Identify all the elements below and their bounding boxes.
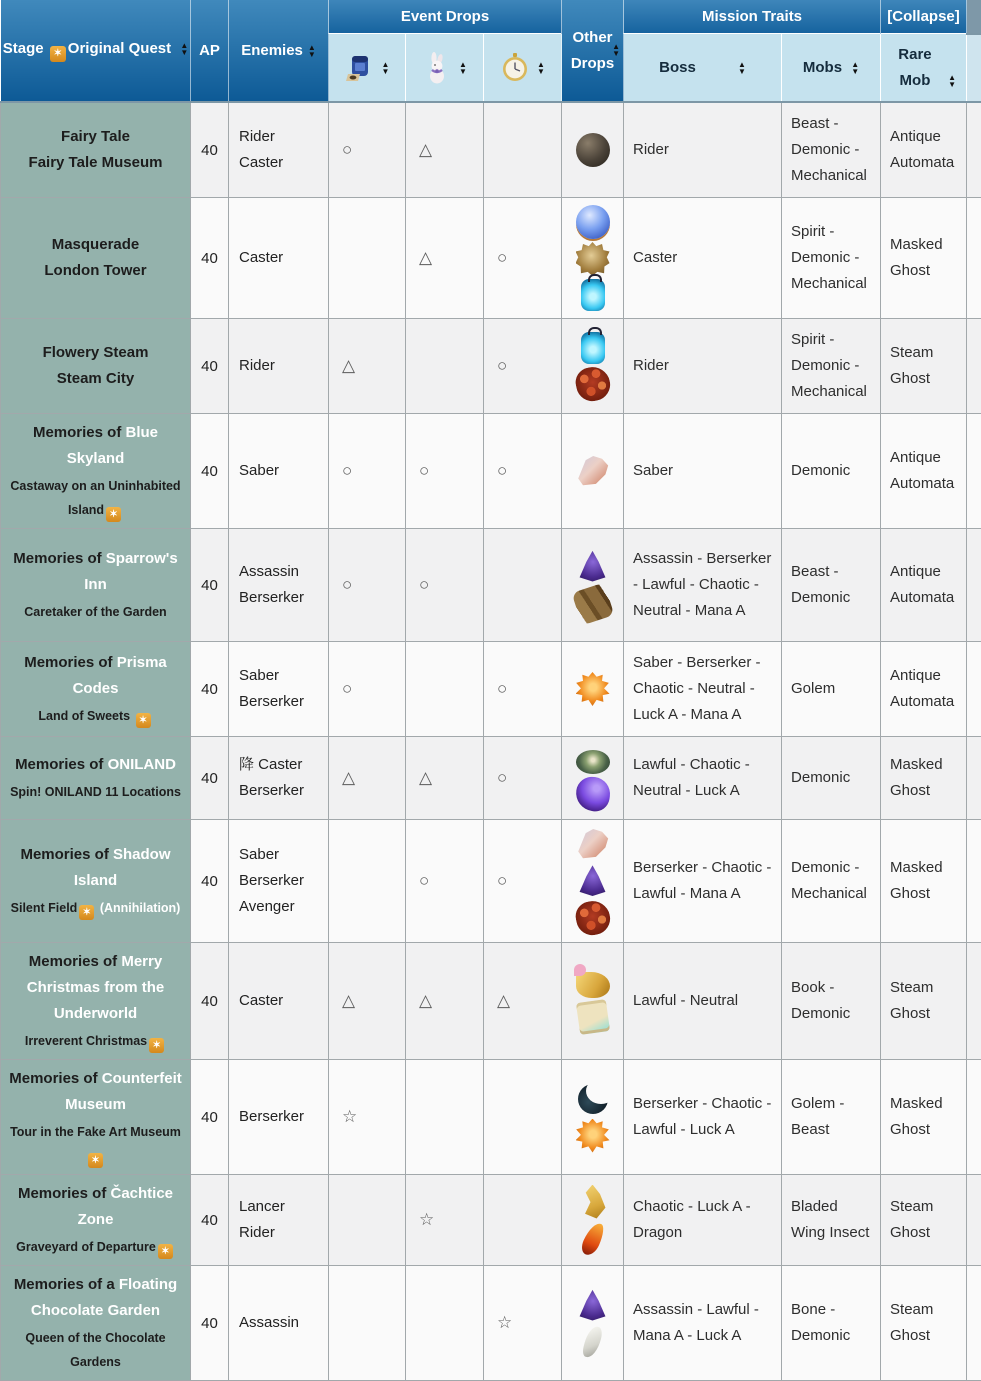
cutoff-column-cell <box>967 737 981 820</box>
sort-icon <box>382 61 390 75</box>
collapse-control[interactable] <box>881 0 967 34</box>
stage-text: Memories of a <box>14 1276 119 1293</box>
ap-cell: 40 <box>191 1266 229 1381</box>
event-drop-1-cell <box>329 1266 406 1381</box>
cutoff-column-cell <box>967 414 981 529</box>
original-quest-label: Original Quest <box>68 40 171 57</box>
original-quest-icon <box>149 1038 164 1053</box>
stage-link[interactable]: Čachtice Zone <box>78 1185 173 1228</box>
event-drop-3-cell: ○ <box>484 198 562 319</box>
boss-column-header[interactable] <box>624 34 782 103</box>
stage-text: Memories of <box>13 550 106 567</box>
ap-cell: 40 <box>191 820 229 943</box>
event-drop-1-cell: ☆ <box>329 1060 406 1175</box>
event-drop-2-cell: ○ <box>406 820 484 943</box>
other-drops-cell <box>562 1266 624 1381</box>
stage-header-label: Stage <box>3 40 44 57</box>
event-drop-2-cell: ○ <box>406 414 484 529</box>
mission-traits-group-header <box>624 0 881 34</box>
stage-text: London Tower <box>44 262 146 279</box>
stage-text: Fairy Tale Museum <box>29 154 163 171</box>
purple-cone-icon[interactable] <box>576 1289 610 1323</box>
event-drop-3-cell: ○ <box>484 414 562 529</box>
event-item-1-column-header[interactable] <box>329 34 406 103</box>
ap-cell: 40 <box>191 943 229 1060</box>
enemies-cell: Caster <box>229 198 329 319</box>
stage-title <box>9 650 182 702</box>
rare-mob-cell: Masked Ghost <box>881 737 967 820</box>
cutoff-column-cell <box>967 102 981 198</box>
event-drop-1-cell: ○ <box>329 102 406 198</box>
stage-text: Memories of <box>15 756 108 773</box>
mobs-traits-cell: Spirit - Demonic - Mechanical <box>782 198 881 319</box>
ap-cell: 40 <box>191 414 229 529</box>
table-row <box>1 102 981 198</box>
stage-text: Flowery Steam <box>43 344 149 361</box>
event-drop-3-cell: △ <box>484 943 562 1060</box>
sort-icon <box>948 74 956 88</box>
blue-lantern-icon[interactable] <box>581 332 605 364</box>
original-quest-icon <box>50 46 66 62</box>
table-row <box>1 198 981 319</box>
boss-traits-cell: Lawful - Neutral <box>624 943 782 1060</box>
rare-mob-cell: Masked Ghost <box>881 820 967 943</box>
boss-traits-cell: Chaotic - Luck A - Dragon <box>624 1175 782 1266</box>
stage-text: Memories of <box>20 846 113 863</box>
boss-header-label: Boss <box>659 59 696 76</box>
event-drop-1-cell: ○ <box>329 642 406 737</box>
event-drop-2-cell: △ <box>406 737 484 820</box>
white-fang-icon[interactable] <box>581 1324 603 1359</box>
mobs-traits-cell: Beast - Demonic <box>782 529 881 642</box>
stage-title <box>9 124 182 176</box>
stage-cell <box>1 737 191 820</box>
seashell-icon[interactable] <box>576 827 610 861</box>
scroll-map-icon[interactable] <box>575 999 609 1035</box>
stage-title <box>9 949 182 1027</box>
enemies-cell: Saber Berserker Avenger <box>229 820 329 943</box>
event-drop-2-cell: ○ <box>406 529 484 642</box>
cutoff-column-cell <box>967 943 981 1060</box>
purple-rose-icon[interactable] <box>573 775 611 813</box>
purple-cone-icon[interactable] <box>576 864 610 898</box>
mobs-traits-cell: Book - Demonic <box>782 943 881 1060</box>
orange-bloom-icon[interactable] <box>576 1119 610 1153</box>
stage-title <box>9 1272 182 1324</box>
enemies-cell: 降 Caster Berserker <box>229 737 329 820</box>
stage-link[interactable]: Prisma Codes <box>73 654 167 697</box>
other-drops-cell <box>562 102 624 198</box>
event-drop-2-cell <box>406 1266 484 1381</box>
boss-traits-cell: Assassin - Berserker - Lawful - Chaotic - Neutral - Mana A <box>624 529 782 642</box>
other-drops-cell <box>562 414 624 529</box>
other-drops-cell <box>562 943 624 1060</box>
other-drops-cell <box>562 642 624 737</box>
event-drop-1-cell <box>329 820 406 943</box>
stage-title <box>9 752 182 778</box>
rare-mob-cell: Steam Ghost <box>881 943 967 1060</box>
gold-lamp-icon[interactable] <box>576 972 610 998</box>
stage-subtitle <box>9 780 182 804</box>
other-drops-label: Other Drops <box>562 25 623 77</box>
event-drop-1-cell: △ <box>329 737 406 820</box>
stage-text: Silent Field <box>11 901 78 915</box>
stage-link[interactable]: Floating Chocolate Garden <box>31 1276 177 1319</box>
stage-text: Tour in the Fake Art Museum <box>10 1125 181 1139</box>
mobs-traits-cell: Bone - Demonic <box>782 1266 881 1381</box>
cutoff-column-cell <box>967 198 981 319</box>
table-row <box>1 737 981 820</box>
stage-cell <box>1 198 191 319</box>
event-drop-1-cell: △ <box>329 943 406 1060</box>
boss-traits-cell: Saber <box>624 414 782 529</box>
collapse-label: [Collapse] <box>887 8 960 25</box>
table-row <box>1 1266 981 1381</box>
purple-cone-icon[interactable] <box>576 550 610 584</box>
stage-subtitle <box>9 1029 182 1053</box>
gear-cluster-icon[interactable] <box>576 242 610 276</box>
stage-title <box>9 1066 182 1118</box>
stage-text: Memories of <box>9 1070 102 1087</box>
boss-traits-cell: Caster <box>624 198 782 319</box>
ap-cell: 40 <box>191 198 229 319</box>
enemies-cell: Assassin Berserker <box>229 529 329 642</box>
event-drop-1-cell: ○ <box>329 529 406 642</box>
table-row <box>1 414 981 529</box>
boss-traits-cell: Berserker - Chaotic - Lawful - Mana A <box>624 820 782 943</box>
table-row <box>1 820 981 943</box>
stage-text: Memories of <box>33 424 126 441</box>
ap-cell: 40 <box>191 319 229 414</box>
stage-subtitle <box>9 704 182 728</box>
stage-subtitle <box>9 896 182 920</box>
mobs-traits-cell: Beast - Demonic - Mechanical <box>782 102 881 198</box>
stage-subtitle <box>9 1326 182 1374</box>
crystal-ball-icon[interactable] <box>576 205 610 239</box>
stage-cell <box>1 529 191 642</box>
rare-mob-cell: Masked Ghost <box>881 1060 967 1175</box>
cutoff-column-cell <box>967 1175 981 1266</box>
cutoff-column-cell <box>967 1060 981 1175</box>
stage-cell <box>1 319 191 414</box>
other-drops-cell <box>562 820 624 943</box>
boss-traits-cell: Rider <box>624 102 782 198</box>
stage-subtitle <box>9 600 182 624</box>
pocket-watch-icon <box>500 52 530 84</box>
mobs-traits-cell: Demonic <box>782 737 881 820</box>
enemies-cell: Rider Caster <box>229 102 329 198</box>
stage-cell <box>1 820 191 943</box>
sort-icon <box>612 43 620 57</box>
rare-mob-cell: Antique Automata <box>881 414 967 529</box>
other-drops-cell <box>562 529 624 642</box>
original-quest-icon <box>79 905 94 920</box>
mobs-column-header[interactable] <box>782 34 881 103</box>
other-drops-cell <box>562 198 624 319</box>
stage-cell <box>1 102 191 198</box>
event-drop-3-cell: ○ <box>484 820 562 943</box>
ap-cell: 40 <box>191 529 229 642</box>
sort-icon <box>459 61 467 75</box>
ap-cell: 40 <box>191 1175 229 1266</box>
stage-text: Memories of <box>29 953 122 970</box>
ap-cell: 40 <box>191 642 229 737</box>
boss-traits-cell: Lawful - Chaotic - Neutral - Luck A <box>624 737 782 820</box>
mobs-traits-cell: Bladed Wing Insect <box>782 1175 881 1266</box>
red-feather-icon[interactable] <box>578 1220 606 1258</box>
mobs-traits-cell: Spirit - Demonic - Mechanical <box>782 319 881 414</box>
stage-column-header[interactable] <box>1 0 191 102</box>
stage-text: Masquerade <box>52 236 140 253</box>
boss-traits-cell: Rider <box>624 319 782 414</box>
event-item-2-column-header[interactable] <box>406 34 484 103</box>
original-quest-icon <box>158 1244 173 1259</box>
other-drops-cell <box>562 319 624 414</box>
boss-traits-cell: Berserker - Chaotic - Lawful - Luck A <box>624 1060 782 1175</box>
boss-traits-cell: Assassin - Lawful - Mana A - Luck A <box>624 1266 782 1381</box>
rare-mob-cell: Antique Automata <box>881 102 967 198</box>
stage-text: Queen of the Chocolate Gardens <box>25 1331 165 1369</box>
enemies-column-header[interactable] <box>229 0 329 102</box>
event-drops-group-header <box>329 0 562 34</box>
rare-mob-header-label: Rare Mob <box>891 42 939 94</box>
red-chain-icon[interactable] <box>572 898 612 938</box>
stage-text: Memories of <box>18 1185 111 1202</box>
boss-traits-cell: Saber - Berserker - Chaotic - Neutral - Luck A - Mana A <box>624 642 782 737</box>
other-drops-cell <box>562 737 624 820</box>
sort-icon <box>738 61 746 75</box>
enemies-cell: Saber Berserker <box>229 642 329 737</box>
table-row <box>1 642 981 737</box>
event-drop-3-cell: ○ <box>484 642 562 737</box>
enemies-cell: Saber <box>229 414 329 529</box>
stage-title <box>9 1181 182 1233</box>
rare-mob-column-header[interactable] <box>881 34 967 103</box>
stage-cell <box>1 414 191 529</box>
mobs-traits-cell: Demonic - Mechanical <box>782 820 881 943</box>
rare-mob-cell: Steam Ghost <box>881 319 967 414</box>
stage-cell <box>1 1266 191 1381</box>
event-drop-1-cell: ○ <box>329 414 406 529</box>
stage-cell <box>1 642 191 737</box>
stage-title <box>9 842 182 894</box>
enemies-cell: Lancer Rider <box>229 1175 329 1266</box>
stage-text: Graveyard of Departure <box>16 1240 156 1254</box>
seashell-icon[interactable] <box>576 454 610 488</box>
event-drop-3-cell <box>484 1060 562 1175</box>
mobs-traits-cell: Golem - Beast <box>782 1060 881 1175</box>
mobs-traits-cell: Demonic <box>782 414 881 529</box>
rare-mob-cell: Masked Ghost <box>881 198 967 319</box>
event-drop-3-cell: ○ <box>484 319 562 414</box>
gold-horn-icon[interactable] <box>576 1185 610 1219</box>
event-drop-2-cell: △ <box>406 198 484 319</box>
mobs-traits-cell: Golem <box>782 642 881 737</box>
event-drop-2-cell <box>406 319 484 414</box>
ap-cell: 40 <box>191 1060 229 1175</box>
rare-mob-cell: Antique Automata <box>881 529 967 642</box>
stage-text: Irreverent Christmas <box>25 1034 147 1048</box>
enemies-cell: Assassin <box>229 1266 329 1381</box>
event-drop-3-cell <box>484 1175 562 1266</box>
cutoff-column-cell <box>967 642 981 737</box>
ap-cell: 40 <box>191 737 229 820</box>
table-row <box>1 319 981 414</box>
cutoff-column-cell <box>967 1266 981 1381</box>
stage-title <box>9 546 182 598</box>
stage-text: Land of Sweets <box>38 709 133 723</box>
event-drop-1-cell <box>329 1175 406 1266</box>
dark-claw-icon[interactable] <box>576 1082 610 1116</box>
event-drop-2-cell <box>406 1060 484 1175</box>
event-drop-1-cell: △ <box>329 319 406 414</box>
cutoff-column-cell <box>967 820 981 943</box>
enemies-cell: Berserker <box>229 1060 329 1175</box>
sort-icon <box>537 61 545 75</box>
stage-title <box>9 340 182 392</box>
red-chain-icon[interactable] <box>572 363 612 403</box>
other-drops-cell <box>562 1175 624 1266</box>
rare-mob-cell: Antique Automata <box>881 642 967 737</box>
stage-text: Fairy Tale <box>61 128 130 145</box>
event-drop-2-cell: ☆ <box>406 1175 484 1266</box>
event-drop-2-cell <box>406 642 484 737</box>
original-quest-icon <box>106 507 121 522</box>
stage-link[interactable]: ONILAND <box>108 756 176 773</box>
green-disc-icon[interactable] <box>576 750 610 774</box>
other-drops-cell <box>562 1060 624 1175</box>
cutoff-column-cell <box>967 529 981 642</box>
rare-mob-cell: Steam Ghost <box>881 1266 967 1381</box>
stage-title <box>9 420 182 472</box>
event-drop-3-cell: ☆ <box>484 1266 562 1381</box>
sort-icon <box>180 42 188 56</box>
rabbit-icon <box>422 52 452 84</box>
cutoff-column-header <box>967 0 981 34</box>
ap-cell: 40 <box>191 102 229 198</box>
ap-header-label: AP <box>199 42 220 59</box>
rare-mob-cell: Steam Ghost <box>881 1175 967 1266</box>
table-row <box>1 943 981 1060</box>
blue-lantern-icon[interactable] <box>581 279 605 311</box>
stage-subtitle <box>9 1120 182 1168</box>
stage-text: Caretaker of the Garden <box>24 605 166 619</box>
stage-cell <box>1 1060 191 1175</box>
table-row <box>1 1060 981 1175</box>
event-item-3-column-header[interactable] <box>484 34 562 103</box>
sort-icon <box>851 61 859 75</box>
event-drops-label: Event Drops <box>401 8 489 25</box>
stage-text: Castaway on an Uninhabited Island <box>10 479 180 517</box>
stage-subtitle <box>9 474 182 522</box>
mobs-header-label: Mobs <box>803 59 842 76</box>
stage-cell <box>1 943 191 1060</box>
stage-cell <box>1 1175 191 1266</box>
stage-link[interactable]: Blue Skyland <box>67 424 158 467</box>
stage-subtitle <box>9 1235 182 1259</box>
sort-icon <box>308 44 316 58</box>
event-drop-3-cell <box>484 529 562 642</box>
stage-text: Memories of <box>24 654 117 671</box>
table-row <box>1 529 981 642</box>
event-drop-2-cell: △ <box>406 102 484 198</box>
enemies-cell: Rider <box>229 319 329 414</box>
stage-link[interactable]: Sparrow's Inn <box>84 550 177 593</box>
event-drop-1-cell <box>329 198 406 319</box>
original-quest-icon <box>88 1153 103 1168</box>
stage-link[interactable]: Shadow Island <box>74 846 171 889</box>
stage-link[interactable]: Merry Christmas from the Underworld <box>27 953 165 1022</box>
event-drop-3-cell <box>484 102 562 198</box>
stage-title <box>9 232 182 284</box>
cigar-bundle-icon[interactable] <box>571 582 614 625</box>
table-row <box>1 1175 981 1266</box>
mission-traits-label: Mission Traits <box>702 8 802 25</box>
cutoff-column-cell <box>967 319 981 414</box>
other-drops-column-header[interactable] <box>562 0 624 102</box>
cutoff-column-subheader <box>967 34 981 103</box>
enemies-cell: Caster <box>229 943 329 1060</box>
stage-text: Spin! ONILAND 11 Locations <box>10 785 181 799</box>
original-quest-icon <box>136 713 151 728</box>
orange-bloom-icon[interactable] <box>576 672 610 706</box>
dark-coin-icon[interactable] <box>576 133 610 167</box>
event-drop-2-cell: △ <box>406 943 484 1060</box>
stage-link[interactable]: Counterfeit Museum <box>65 1070 182 1113</box>
ap-column-header <box>191 0 229 102</box>
event-drop-3-cell: ○ <box>484 737 562 820</box>
tea-caddy-icon <box>345 52 375 84</box>
enemies-header-label: Enemies <box>241 42 303 59</box>
stage-text: Steam City <box>57 370 135 387</box>
stage-link[interactable]: (Annihilation) <box>100 901 181 915</box>
